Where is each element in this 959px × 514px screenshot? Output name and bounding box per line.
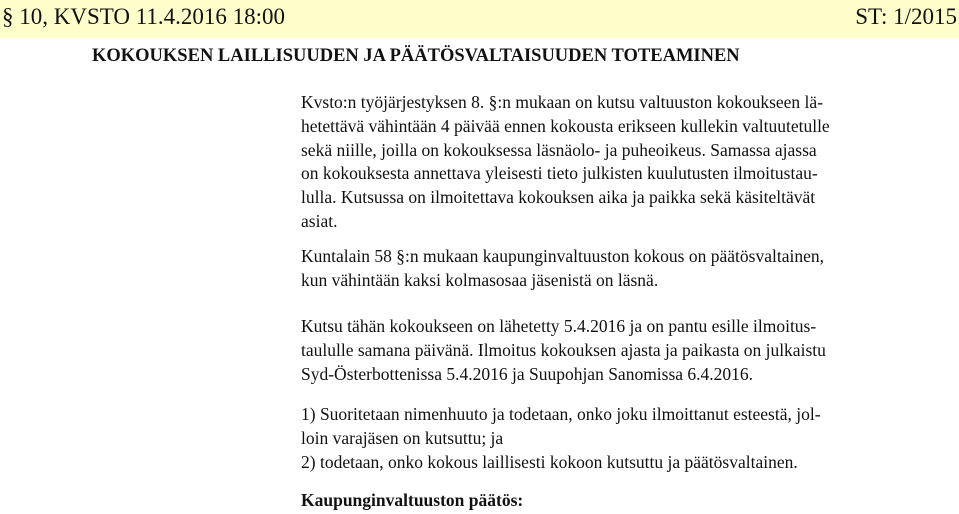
text-line: 2) todetaan, onko kokous laillisesti kokoon kutsuttu ja päätösvaltainen. — [301, 451, 798, 472]
text-line: taululle samana päivänä. Ilmoitus kokouksen ajasta ja paikasta on julkaistu — [301, 339, 826, 360]
paragraph-quorum — [301, 245, 901, 293]
header-bar — [0, 0, 959, 38]
text-line: sekä niille, joilla on kokouksessa läsnäolo- ja puheoikeus. Samassa ajassa — [301, 139, 817, 160]
decision-heading: Kaupunginvaltuuston päätös: — [301, 490, 524, 510]
text-line: 1) Suoritetaan nimenhuuto ja todetaan, onko joku ilmoittanut esteestä, jol- — [301, 404, 821, 424]
text-line: loin varajäsen on kutsuttu; ja — [301, 427, 504, 448]
section-title: KOKOUKSEN LAILLISUUDEN JA PÄÄTÖSVALTAISUUDEN TOTEAMINEN — [92, 46, 740, 66]
page-number: ST: 1/2015 — [855, 4, 957, 29]
item-number-date: § 10, KVSTO 11.4.2016 18:00 — [2, 4, 286, 29]
paragraph-invitation — [301, 315, 901, 386]
text-line: kun vähintään kaksi kolmasosaa jäsenistä on läsnä. — [301, 269, 659, 290]
text-line: on kokouksesta annettava yleisesti tieto julkisten kuulutusten ilmoitustau- — [301, 163, 818, 184]
text-line: asiat. — [301, 210, 338, 231]
paragraph-proposal — [301, 403, 901, 474]
text-line: Kuntalain 58 §:n mukaan kaupunginvaltuuston kokous on päätösvaltainen, — [301, 246, 824, 266]
text-line: hetettävä vähintään 4 päivää ennen kokousta erikseen kullekin valtuutetulle — [301, 115, 830, 136]
text-line: lulla. Kutsussa on ilmoitettava kokouksen aika ja paikka sekä käsiteltävät — [301, 187, 816, 208]
text-line: Syd-Österbottenissa 5.4.2016 ja Suupohjan Sanomissa 6.4.2016. — [301, 363, 754, 384]
text-line: Kvsto:n työjärjestyksen 8. §:n mukaan on kutsu valtuuston kokoukseen lä- — [301, 92, 824, 112]
paragraph-agenda-rules — [301, 91, 901, 234]
text-line: Kutsu tähän kokoukseen on lähetetty 5.4.2016 ja on pantu esille ilmoitus- — [301, 316, 817, 336]
